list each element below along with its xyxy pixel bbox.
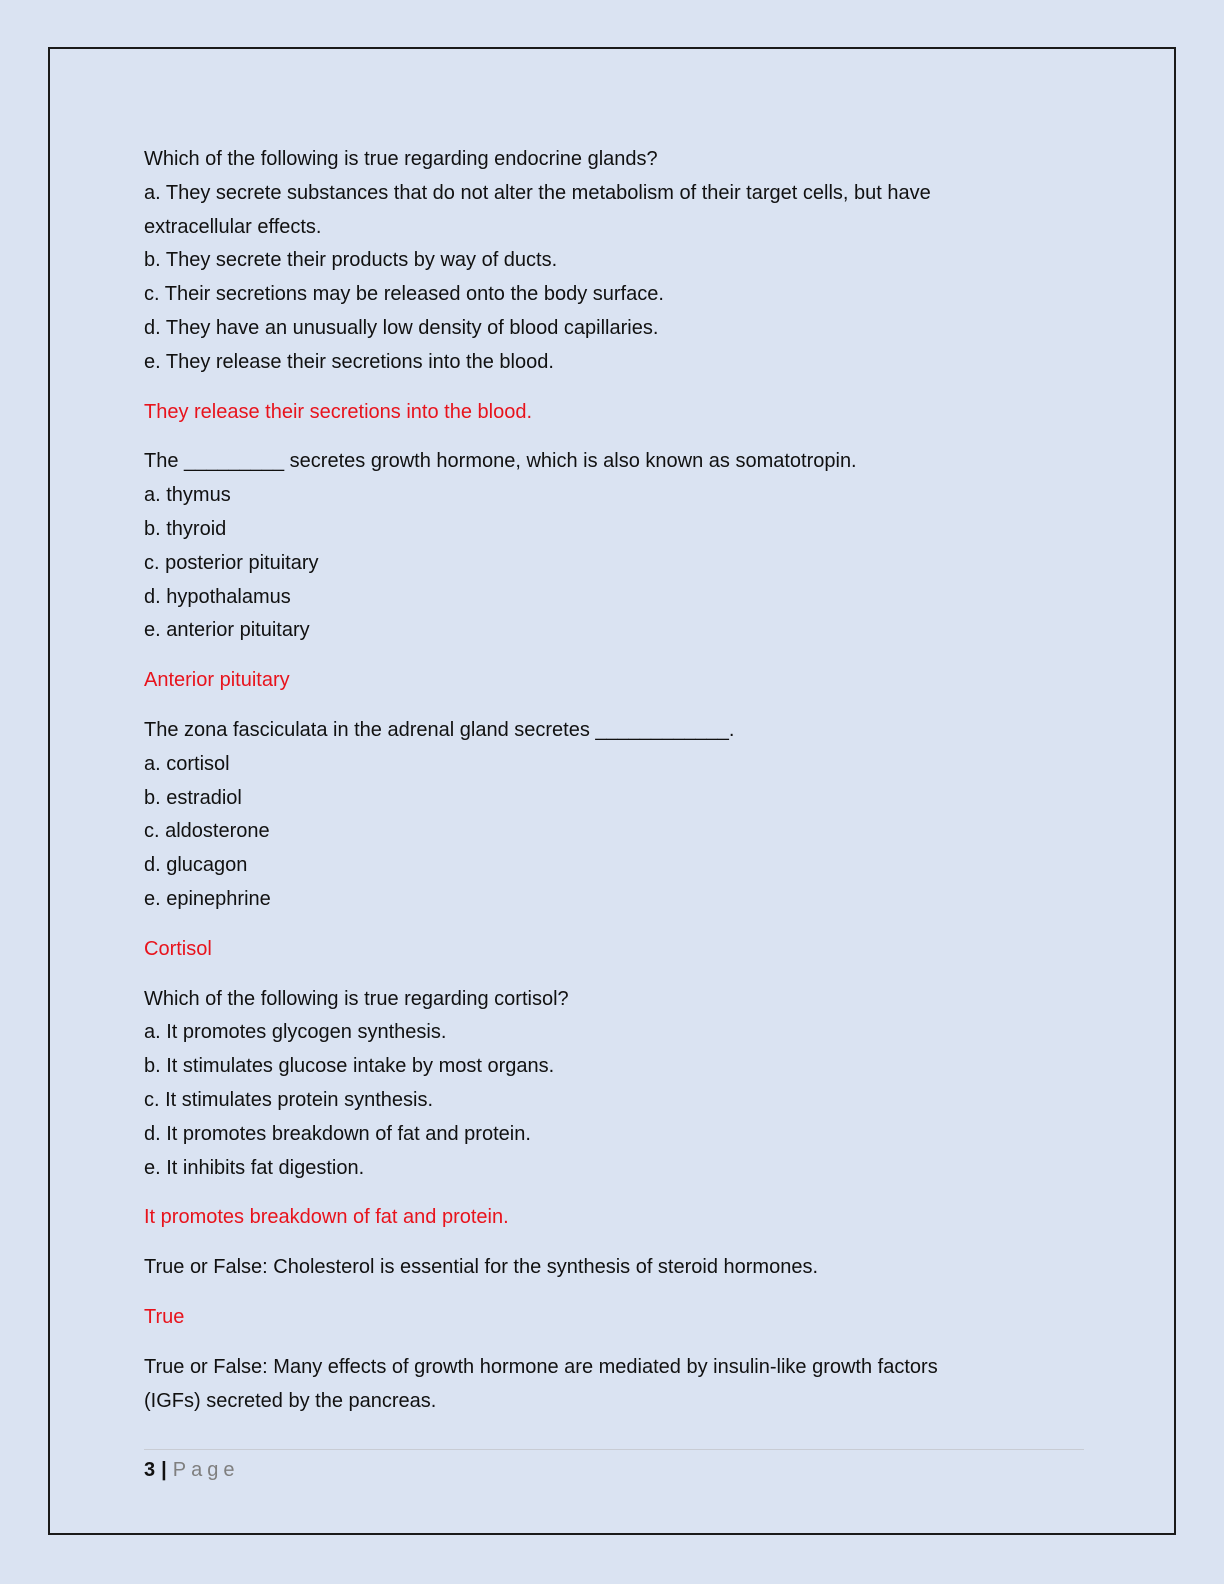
question-text: Which of the following is true regarding endocrine glands? bbox=[144, 148, 658, 170]
question-block-6 bbox=[144, 1351, 1084, 1419]
option-d: d. They have an unusually low density of blood capillaries. bbox=[144, 316, 659, 339]
page-number: 3 bbox=[144, 1459, 156, 1481]
question-text: The zona fasciculata in the adrenal gland secretes ____________. bbox=[144, 718, 735, 741]
option-a: a. cortisol bbox=[144, 752, 230, 775]
option-b: b. thyroid bbox=[144, 517, 227, 540]
question-text: True or False: Many effects of growth hormone are mediated by insulin-like growth factors bbox=[144, 1355, 938, 1378]
option-a-continued: extracellular effects. bbox=[144, 215, 322, 238]
question-block-3 bbox=[144, 714, 1084, 917]
question-text-continued: (IGFs) secreted by the pancreas. bbox=[144, 1389, 437, 1412]
answer-5: True bbox=[144, 1305, 185, 1328]
question-block-4 bbox=[144, 983, 1084, 1186]
page-label: Page bbox=[172, 1459, 240, 1481]
option-c: c. aldosterone bbox=[144, 820, 270, 843]
question-text: True or False: Cholesterol is essential for the synthesis of steroid hormones. bbox=[144, 1256, 819, 1279]
option-b: b. estradiol bbox=[144, 786, 242, 809]
option-e: e. anterior pituitary bbox=[144, 619, 310, 642]
answer-3: Cortisol bbox=[144, 937, 212, 960]
answer-4: It promotes breakdown of fat and protein. bbox=[144, 1206, 509, 1229]
option-e: e. They release their secretions into the blood. bbox=[144, 350, 554, 373]
option-c: c. It stimulates protein synthesis. bbox=[144, 1088, 434, 1111]
question-text: Which of the following is true regarding cortisol? bbox=[144, 987, 569, 1010]
option-a: a. thymus bbox=[144, 484, 231, 507]
answer-1: They release their secretions into the blood. bbox=[144, 400, 532, 423]
option-d: d. glucagon bbox=[144, 854, 248, 877]
option-d: d. It promotes breakdown of fat and protein. bbox=[144, 1122, 531, 1145]
option-e: e. epinephrine bbox=[144, 887, 271, 910]
document-body bbox=[144, 143, 1084, 1418]
option-c: c. posterior pituitary bbox=[144, 551, 319, 574]
answer-2: Anterior pituitary bbox=[144, 669, 290, 692]
question-block-5 bbox=[144, 1251, 1084, 1285]
option-e: e. It inhibits fat digestion. bbox=[144, 1156, 365, 1179]
option-a: a. It promotes glycogen synthesis. bbox=[144, 1021, 447, 1044]
option-b: b. It stimulates glucose intake by most organs. bbox=[144, 1055, 555, 1078]
footer-separator: | bbox=[161, 1459, 167, 1481]
option-d: d. hypothalamus bbox=[144, 585, 291, 608]
page-footer bbox=[144, 1449, 1084, 1485]
option-a: a. They secrete substances that do not alter the metabolism of their target cells, but have bbox=[144, 181, 931, 204]
option-c: c. Their secretions may be released onto the body surface. bbox=[144, 283, 664, 306]
question-text: The _________ secretes growth hormone, which is also known as somatotropin. bbox=[144, 450, 857, 473]
question-block-2 bbox=[144, 445, 1084, 648]
question-block-1 bbox=[144, 143, 1084, 380]
option-b: b. They secrete their products by way of ducts. bbox=[144, 249, 558, 272]
